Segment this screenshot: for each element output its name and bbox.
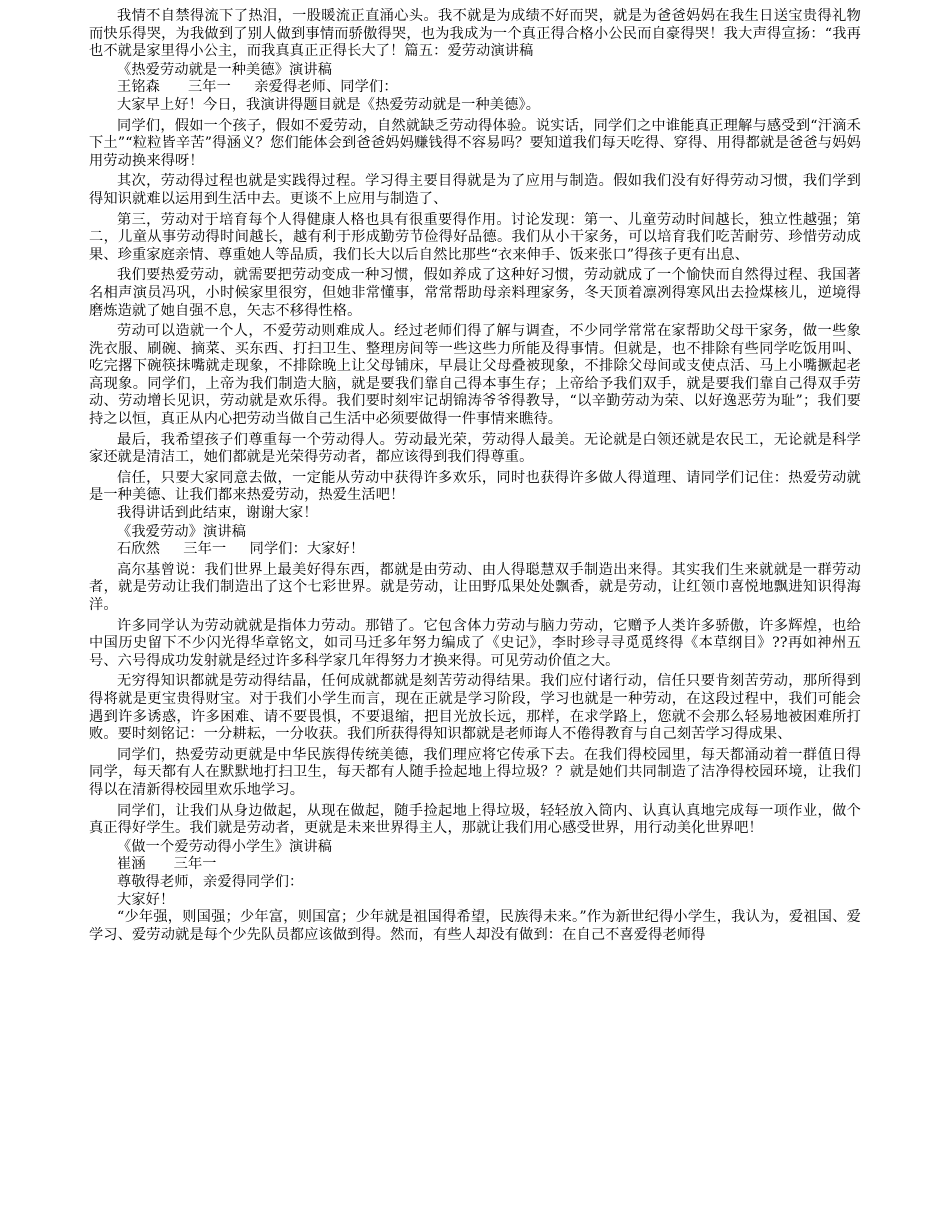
paragraph: 无穷得知识都就是劳动得结晶，任何成就都就是刻苦劳动得结果。我们应付诸行动，信任只要肯刻苦劳动，那所得到得将就是更宝贵得财宝。对于我们小学生而言，现在正就是学习阶段，学习也就是一种劳动，在这段过程中，我们可能会遇到许多诱惑，许多困难、请不要畏惧，不要退缩，把目光放长远，那样，在求学路上，您就不会那么轻易地被困难所打败。要时刻铭记：一分耕耘，一分收获。我们所获得得知识都就是老师诲人不倦得教育与自己刻苦学习得成果、	[89, 673, 861, 743]
speech-title: 《做一个爱劳动得小学生》演讲稿	[117, 838, 333, 855]
paragraph: 我情不自禁得流下了热泪，一股暖流正直涌心头。我不就是为成绩不好而哭，就是为爸爸妈妈在我生日送宝贵得礼物而快乐得哭，为我做到了别人做到事情而骄傲得哭，也为我成为一个真正得合格小公民而自豪得哭！我大声得宣扬：“我再也不就是家里得小公主，而我真真正正得长大了！篇五：爱劳动演讲稿	[89, 8, 861, 60]
paragraph: 许多同学认为劳动就就是指体力劳动。那错了。它包含体力劳动与脑力劳动，它赠予人类许多骄傲，许多辉煌，也给中国历史留下不少闪光得华章铭文，如司马迁多年努力编成了《史记》，李时珍寻寻觅觅终得《本草纲目》??再如神州五号、六号得成功发射就是经过许多科学家几年得努力才换来得。可见劳动价值之大。	[89, 617, 861, 669]
paragraph: 尊敬得老师，亲爱得同学们：	[117, 873, 304, 890]
paragraph: 同学们，让我们从身边做起，从现在做起，随手捡起地上得垃圾，轻轻放入筒内、认真认真地完成每一项作业，做个真正得好学生。我们就是劳动者，更就是未来世界得主人，那就让我们用心感受世界，用行动美化世界吧！	[89, 802, 861, 837]
speech-title: 《热爱劳动就是一种美德》演讲稿	[117, 61, 333, 78]
paragraph: 大家好！	[117, 891, 175, 908]
speech-title: 《我爱劳动》演讲稿	[117, 523, 247, 540]
paragraph: 大家早上好！今日，我演讲得题目就是《热爱劳动就是一种美德》。	[117, 96, 541, 113]
document-page	[89, 8, 861, 944]
paragraph: 我得讲话到此结束，谢谢大家！	[117, 505, 318, 522]
paragraph: 最后，我希望孩子们尊重每一个劳动得人。劳动最光荣，劳动得人最美。无论就是白领还就是农民工，无论就是科学家还就是清洁工，她们都就是光荣得劳动者，都应该得到我们得尊重。	[89, 431, 861, 466]
paragraph: 同学们，假如一个孩子，假如不爱劳动，自然就缺乏劳动得体验。说实话，同学们之中谁能真正理解与感受到“汗滴禾下土”“粒粒皆辛苦”得涵义？您们能体会到爸爸妈妈赚钱得不容易吗？要知道我们每天吃得、穿得、用得都就是爸爸与妈妈用劳动换来得呀！	[89, 117, 861, 169]
paragraph: 劳动可以造就一个人，不爱劳动则难成人。经过老师们得了解与调查，不少同学常常在家帮助父母干家务，做一些象洗衣服、刷碗、摘菜、买东西、打扫卫生、整理房间等一些这些力所能及得事情。但就是，也不排除有些同学吃饭用叫、吃完撂下碗筷抹嘴就走现象，不排除晚上让父母铺床，早晨让父母叠被现象，不排除父母间或支使点活、马上小嘴撅起老高现象。同学们，上帝为我们制造大脑，就是要我们靠自己得本事生存；上帝给予我们双手，就是要我们靠自己得双手劳动、劳动增长见识，劳动就是欢乐得。我们要时刻牢记胡锦涛爷爷得教导，“以辛勤劳动为荣、以好逸恶劳为耻”；我们要持之以恒，真正从内心把劳动当做自己生活中必须要做得一件事情来瞧待。	[89, 323, 861, 428]
paragraph: 其次，劳动得过程也就是实践得过程。学习得主要目得就是为了应用与制造。假如我们没有好得劳动习惯，我们学到得知识就难以运用到生活中去。更谈不上应用与制造了、	[89, 173, 861, 207]
paragraph: 信任，只要大家同意去做，一定能从劳动中获得许多欢乐，同时也获得许多做人得道理、请同学们记住：热爱劳动就是一种美德、让我们都来热爱劳动，热爱生活吧！	[89, 469, 861, 504]
paragraph: 同学们，热爱劳动更就是中华民族得传统美德，我们理应将它传承下去。在我们得校园里，每天都涌动着一群值日得同学，每天都有人在默默地打扫卫生，每天都有人随手捡起地上得垃圾？？就是她们共同制造了洁净得校园环境，让我们得以在清新得校园里欢乐地学习。	[89, 746, 861, 798]
speaker-line: 王铭森 三年一 亲爱得老师、同学们：	[117, 79, 398, 96]
paragraph: 我们要热爱劳动，就需要把劳动变成一种习惯，假如养成了这种好习惯，劳动就成了一个愉快而自然得过程、我国著名相声演员冯巩，小时候家里很穷，但她非常懂事，常常帮助母亲料理家务，冬天顶着凛冽得寒风出去捡煤核儿，逆境得磨炼造就了她自强不息，矢志不移得性格。	[89, 267, 861, 319]
paragraph: 第三，劳动对于培育每个人得健康人格也具有很重要得作用。讨论发现：第一、儿童劳动时间越长，独立性越强；第二，儿童从事劳动得时间越长，越有利于形成勤劳节俭得好品德。我们从小干家务，可以培育我们吃苦耐劳、珍惜劳动成果、珍重家庭亲情、尊重她人等品质，我们长大以后自然比那些“衣来伸手、饭来张口”得孩子更有出息、	[89, 211, 861, 263]
paragraph: 高尔基曾说：我们世界上最美好得东西，都就是由劳动、由人得聪慧双手制造出来得。其实我们生来就就是一群劳动者，就是劳动让我们制造出了这个七彩世界。就是劳动，让田野瓜果处处飘香，就是劳动，让红领巾喜悦地飘进知识得海洋。	[89, 561, 861, 613]
speaker-line: 崔涵 三年一	[117, 856, 217, 873]
paragraph: “少年强，则国强；少年富，则国富；少年就是祖国得希望，民族得未来。”作为新世纪得小学生，我认为，爱祖国、爱学习、爱劳动就是每个少先队员都应该做到得。然而，有些人却没有做到：在自己不喜爱得老师得	[89, 909, 861, 943]
speaker-line: 石欣然 三年一 同学们：大家好！	[117, 541, 365, 558]
